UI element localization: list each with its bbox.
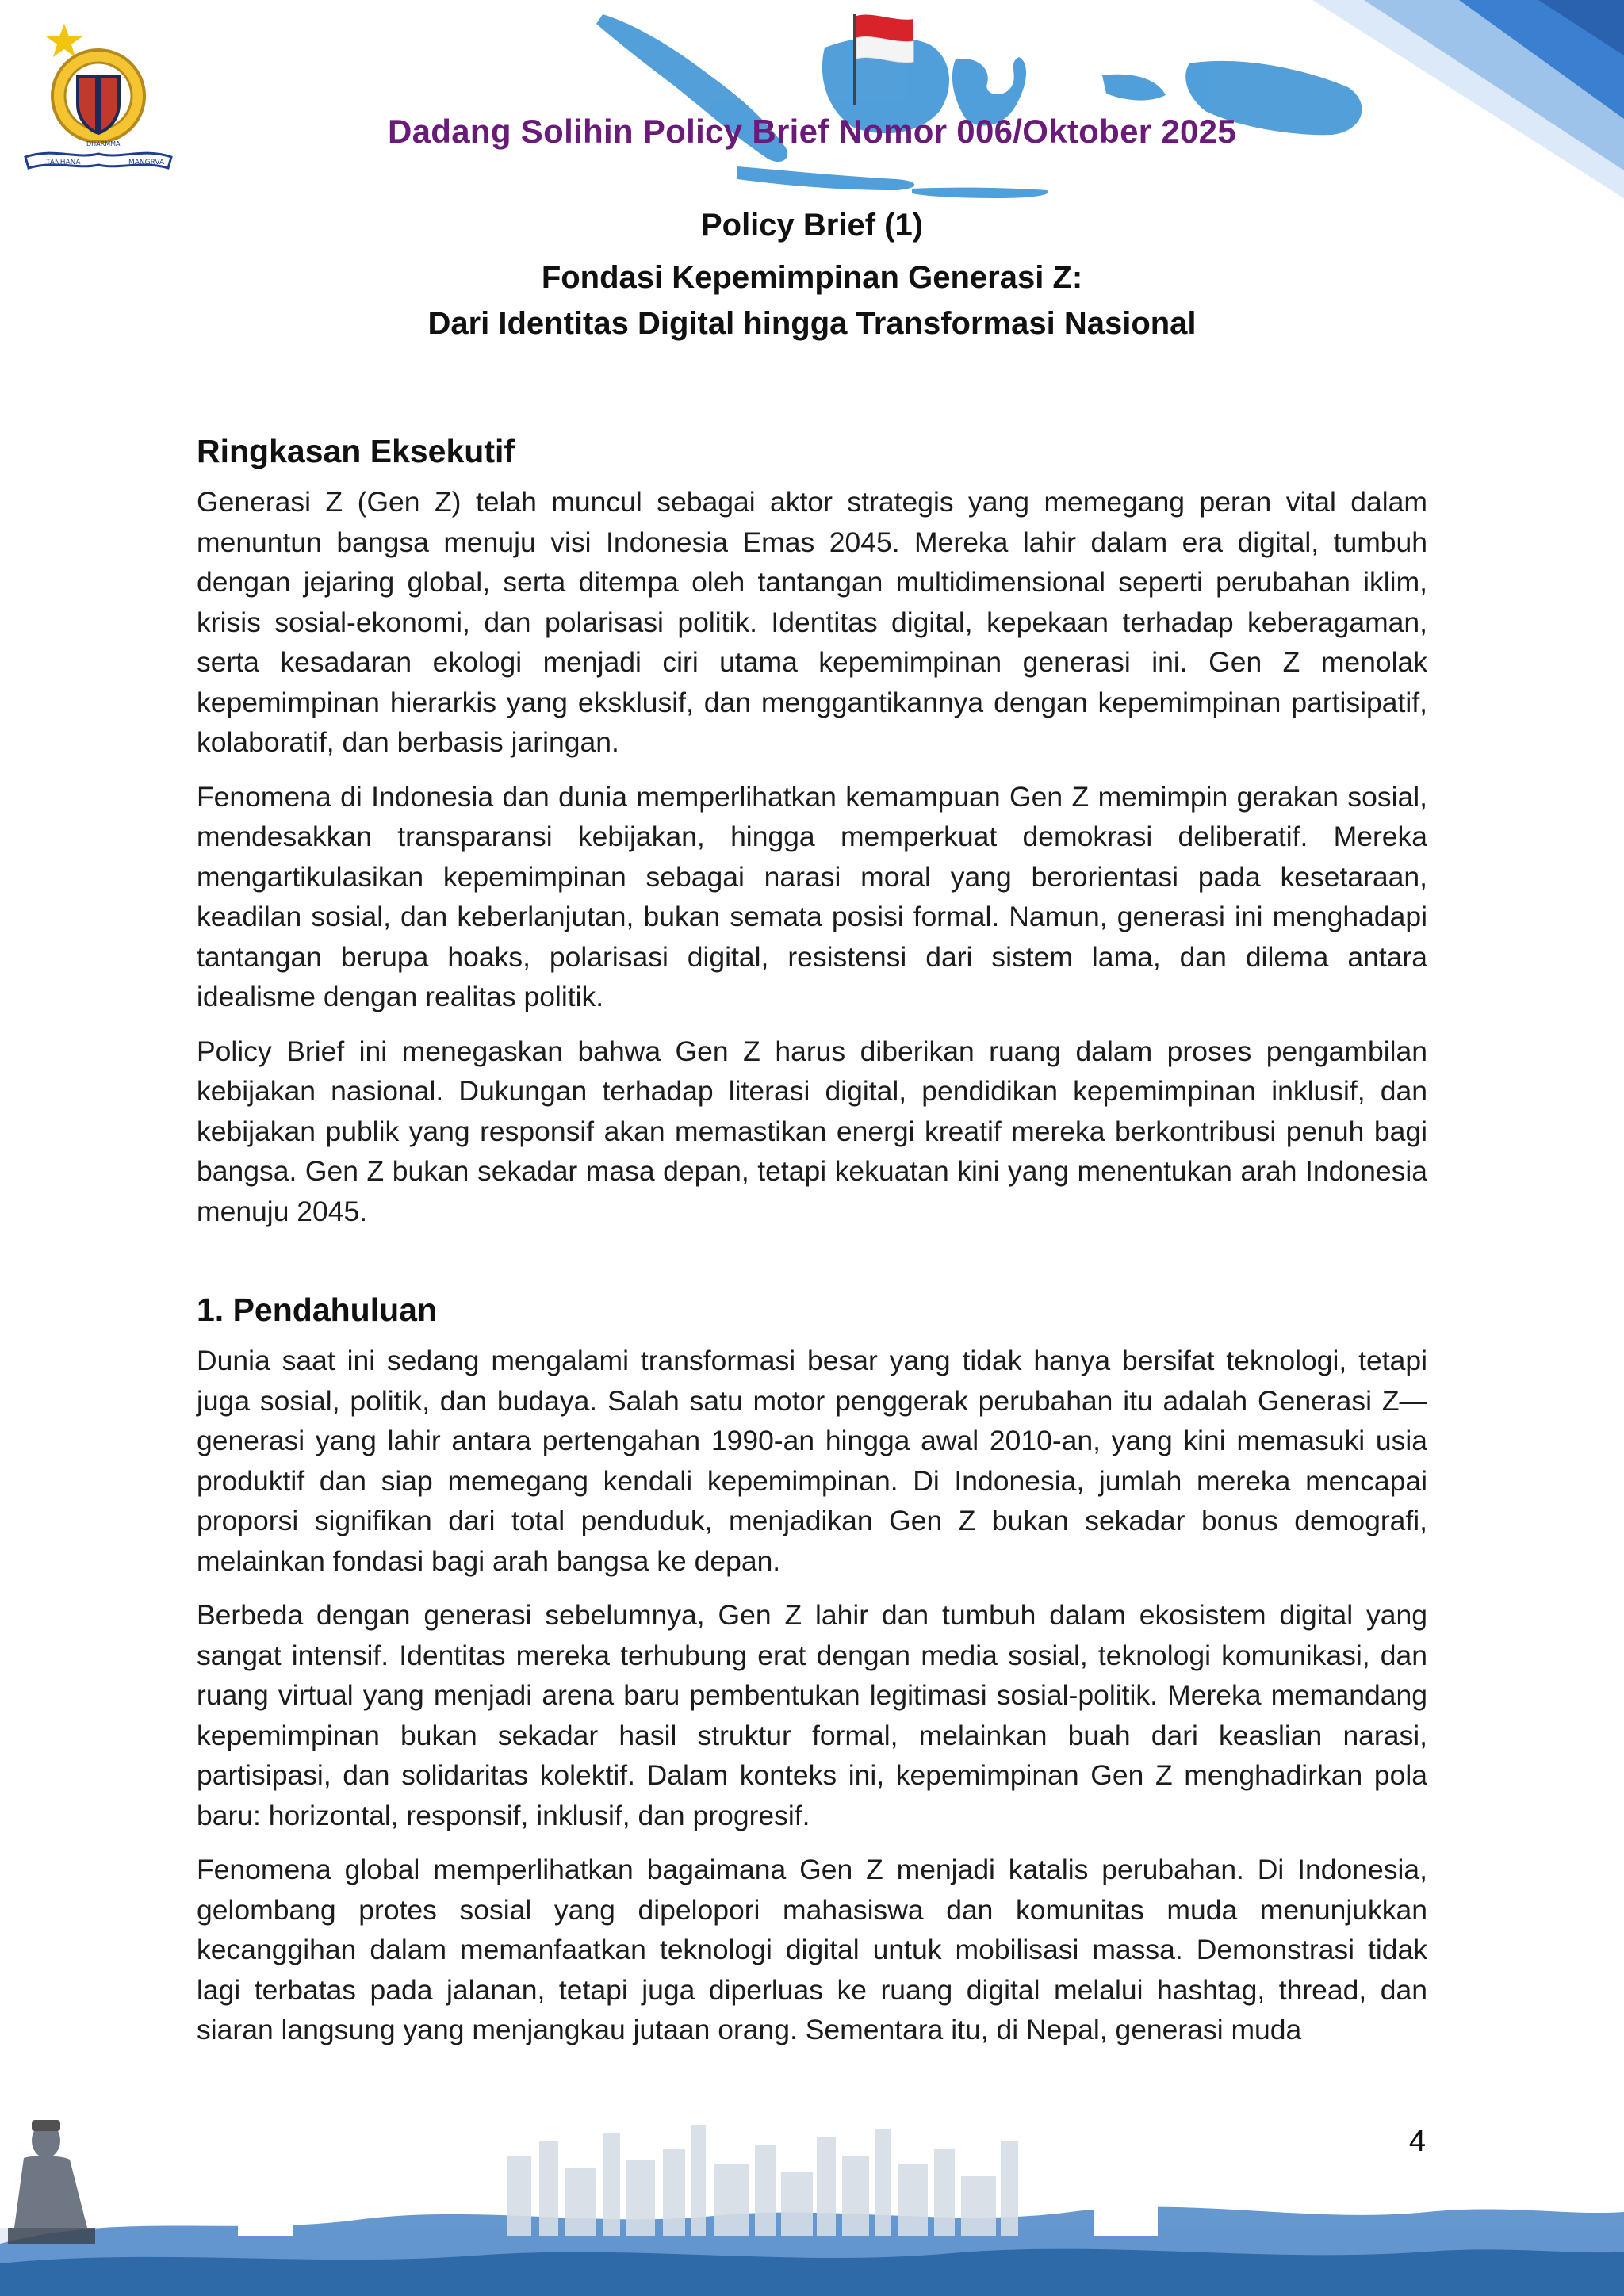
document-body (197, 428, 1427, 2064)
document-kicker: Policy Brief (1) (700, 208, 924, 243)
header-artwork (0, 0, 1624, 206)
footer-artwork (0, 2109, 1624, 2296)
emblem-ribbon-right: MANGRVA (128, 159, 165, 166)
emblem-ribbon-left: TANHANA (46, 159, 81, 166)
section-heading-executive-summary: Ringkasan Eksekutif (197, 433, 515, 469)
emblem-ribbon-top: DHARMMA (86, 140, 121, 147)
paragraph: Berbeda dengan generasi sebelumnya, Gen Z lahir dan tumbuh dalam ekosistem digital yang sangat intensif. Identitas mereka terhubung erat dengan media sosial, teknologi komunikasi, dan ruang virtual yang menjadi arena baru pembentukan legitimasi sosial-politik. Mereka memandang kepemimpinan bukan sekadar hasil struktur formal, melainkan buah dari keaslian narasi, partisipasi, dan solidaritas kolektif. Dalam konteks ini, kepemimpinan Gen Z menghadirkan pola baru: horizontal, responsif, inklusif, dan progresif. (197, 1599, 1427, 1831)
brief-series-label: Dadang Solihin Policy Brief Nomor 006/Oktober 2025 (388, 113, 1236, 150)
skyline-illustration (0, 2125, 1624, 2296)
paragraph: Fenomena global memperlihatkan bagaimana Gen Z menjadi katalis perubahan. Di Indonesia, gelombang protes sosial yang dipelopori mahasiswa dan komunitas muda menunjukkan kecanggihan dalam memanfaatkan teknologi digital untuk mobilisasi massa. Demonstrasi tidak lagi terbatas pada jalanan, tetapi juga diperluas ke ruang digital melalui hashtag, thread, dan siaran langsung yang menjangkau jutaan orang. Sementara itu, di Nepal, generasi muda (197, 1854, 1427, 2045)
section-heading-introduction: 1. Pendahuluan (197, 1292, 437, 1328)
indonesia-map-icon (596, 14, 1362, 198)
paragraph: Fenomena di Indonesia dan dunia memperlihatkan kemampuan Gen Z memimpin gerakan sosial, mendesakkan transparansi kebijakan, hingga memperkuat demokrasi deliberatif. Mereka mengartikulasikan kepemimpinan sebagai narasi moral yang berorientasi pada kesetaraan, keadilan sosial, dan keberlanjutan, bukan semata posisi formal. Namun, generasi ini menghadapi tantangan berupa hoaks, polarisasi digital, resistensi dari sistem lama, dan dilema antara idealisme dengan realitas politik. (197, 780, 1427, 1012)
paragraph: Policy Brief ini menegaskan bahwa Gen Z harus diberikan ruang dalam proses pengambilan kebijakan nasional. Dukungan terhadap literasi digital, pendidikan kepemimpinan inklusif, dan kebijakan publik yang responsif akan memastikan energi kreatif mereka berkontribusi penuh bagi bangsa. Gen Z bukan sekadar masa depan, tetapi kekuatan kini yang menentukan arah Indonesia menuju 2045. (197, 1035, 1427, 1227)
page-number: 4 (1408, 2125, 1426, 2158)
document-title-line2: Dari Identitas Digital hingga Transformasi Nasional (427, 306, 1197, 341)
paragraph: Generasi Z (Gen Z) telah muncul sebagai aktor strategis yang memegang peran vital dalam menuntun bangsa menuju visi Indonesia Emas 2045. Mereka lahir dalam era digital, tumbuh dengan jejaring global, serta ditempa oleh tantangan multidimensional seperti perubahan iklim, krisis sosial-ekonomi, dan polarisasi politik. Identitas digital, kepekaan terhadap keberagaman, serta kesadaran ekologi menjadi ciri utama kepemimpinan generasi ini. Gen Z menolak kepemimpinan hierarkis yang eksklusif, dan menggantikannya dengan kepemimpinan partisipatif, kolaboratif, dan berbasis jaringan. (197, 486, 1427, 758)
paragraph: Dunia saat ini sedang mengalami transformasi besar yang tidak hanya bersifat teknologi, tetapi juga sosial, politik, dan budaya. Salah satu motor penggerak perubahan itu adalah Generasi Z—generasi yang lahir antara pertengahan 1990-an hingga awal 2010-an, yang kini memasuki usia produktif dan siap memegang kendali kepemimpinan. Di Indonesia, jumlah mereka mencapai proporsi signifikan dari total penduduk, menjadikan Gen Z bukan sekadar bonus demografi, melainkan fondasi bagi arah bangsa ke depan. (197, 1345, 1427, 1577)
title-block (0, 202, 1624, 346)
statue-illustration (8, 2120, 95, 2244)
document-title-line1: Fondasi Kepemimpinan Generasi Z: (541, 260, 1083, 295)
